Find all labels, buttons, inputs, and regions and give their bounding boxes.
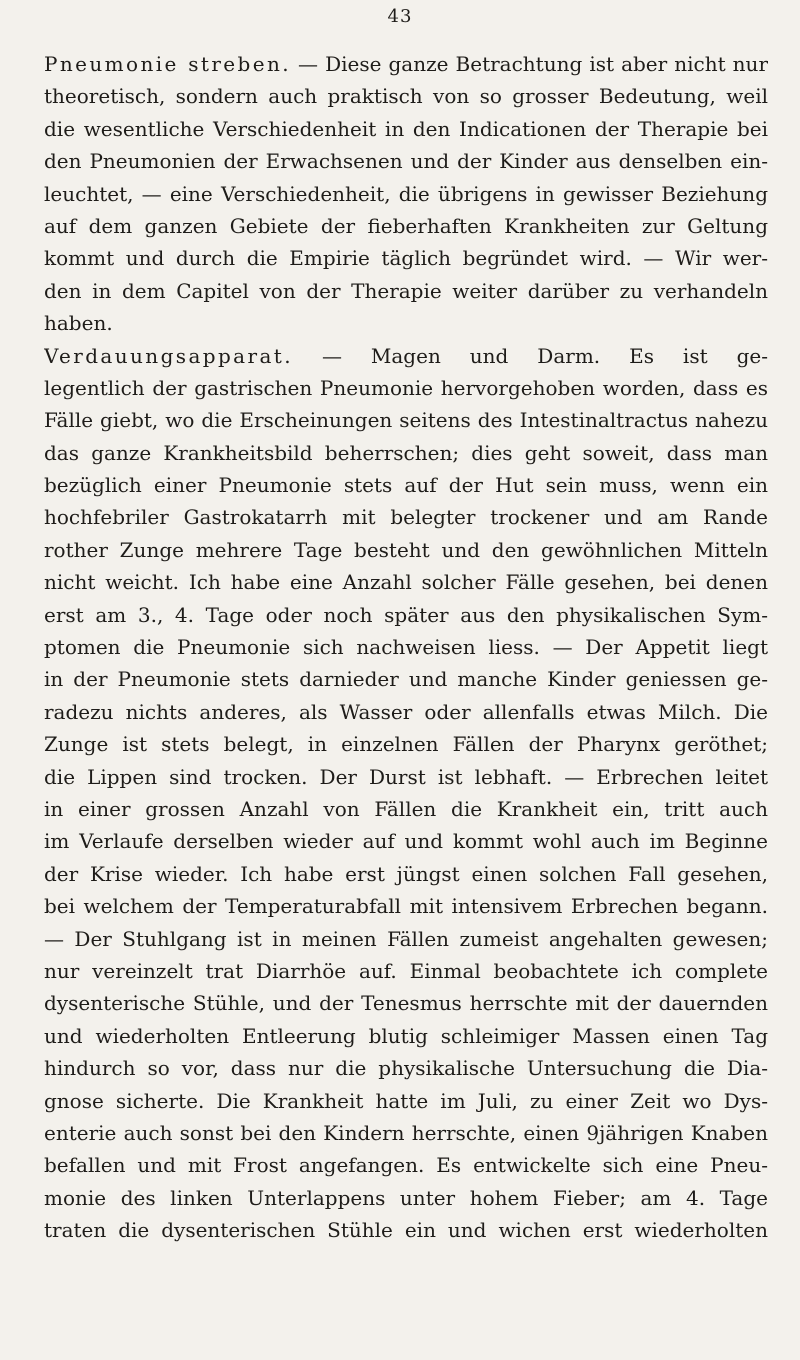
text-line — [44, 437, 768, 469]
line-text: dysenterische Stühle, und der Tenesmus herrschte mit der dauernden — [44, 991, 768, 1016]
line-text: Fälle giebt, wo die Erscheinungen seitens des Intestinaltractus nahezu — [44, 408, 768, 433]
text-line — [44, 1085, 768, 1117]
line-text: radezu nichts anderes, als Wasser oder allenfalls etwas Milch. Die — [44, 699, 768, 724]
text-line — [44, 663, 768, 695]
line-text: in der Pneumonie stets darnieder und manche Kinder geniessen ge- — [44, 667, 768, 692]
spaced-heading: Pneumonie streben. — [44, 52, 291, 76]
line-text: haben. — [44, 311, 113, 336]
line-text: — Magen und Darm. Es ist ge- — [292, 343, 768, 368]
text-line — [44, 469, 768, 501]
text-line — [44, 761, 768, 793]
line-text: den in dem Capitel von der Therapie weiter darüber zu verhandeln — [44, 278, 768, 303]
line-text: den Pneumonien der Erwachsenen und der Kinder aus denselben ein- — [44, 149, 768, 174]
line-text: nicht weicht. Ich habe eine Anzahl solcher Fälle gesehen, bei denen — [44, 570, 768, 595]
text-line — [44, 793, 768, 825]
text-line — [44, 404, 768, 436]
text-line — [44, 825, 768, 857]
line-text: enterie auch sonst bei den Kindern herrschte, einen 9jährigen Knaben — [44, 1120, 768, 1145]
text-line — [44, 1020, 768, 1052]
line-text: befallen und mit Frost angefangen. Es entwickelte sich eine Pneu- — [44, 1153, 768, 1178]
text-line — [44, 210, 768, 242]
text-line — [44, 1149, 768, 1181]
line-text: bezüglich einer Pneumonie stets auf der Hut sein muss, wenn ein — [44, 473, 768, 498]
line-text: — Der Stuhlgang ist in meinen Fällen zumeist angehalten gewesen; — [44, 926, 768, 951]
text-line — [44, 1214, 768, 1246]
text-line — [44, 501, 768, 533]
text-line — [44, 275, 768, 307]
text-line — [44, 955, 768, 987]
text-line — [44, 631, 768, 663]
text-line — [44, 178, 768, 210]
text-line — [44, 599, 768, 631]
text-line — [44, 890, 768, 922]
line-text: hindurch so vor, dass nur die physikalische Untersuchung die Dia- — [44, 1056, 768, 1081]
line-text: nur vereinzelt trat Diarrhöe auf. Einmal beobachtete ich complete — [44, 958, 768, 983]
line-text: Zunge ist stets belegt, in einzelnen Fällen der Pharynx geröthet; — [44, 732, 768, 757]
text-line — [44, 242, 768, 274]
line-text: der Krise wieder. Ich habe erst jüngst einen solchen Fall gesehen, — [44, 861, 768, 886]
text-line — [44, 1117, 768, 1149]
line-text: das ganze Krankheitsbild beherrschen; dies geht soweit, dass man — [44, 440, 768, 465]
text-line — [44, 566, 768, 598]
text-line — [44, 696, 768, 728]
text-line — [44, 728, 768, 760]
line-text: bei welchem der Temperaturabfall mit intensivem Erbrechen begann. — [44, 894, 768, 919]
line-text: auf dem ganzen Gebiete der fieberhaften Krankheiten zur Geltung — [44, 213, 768, 238]
line-text: erst am 3., 4. Tage oder noch später aus den physikalischen Sym- — [44, 602, 768, 627]
page-number: 43 — [387, 6, 413, 27]
text-line — [44, 340, 768, 372]
line-text: die wesentliche Verschiedenheit in den Indicationen der Therapie bei — [44, 116, 768, 141]
text-line — [44, 113, 768, 145]
line-text: in einer grossen Anzahl von Fällen die Krankheit ein, tritt auch — [44, 796, 768, 821]
text-line — [44, 80, 768, 112]
line-text: leuchtet, — eine Verschiedenheit, die übrigens in gewisser Beziehung — [44, 181, 768, 206]
spaced-heading: Verdauungsapparat. — [44, 343, 293, 368]
line-text: ptomen die Pneumonie sich nachweisen liess. — Der Appetit liegt — [44, 635, 768, 660]
text-line — [44, 307, 768, 339]
line-text: rother Zunge mehrere Tage besteht und den gewöhnlichen Mitteln — [44, 537, 768, 562]
line-text: hochfebriler Gastrokatarrh mit belegter trockener und am Rande — [44, 505, 768, 530]
line-text: kommt und durch die Empirie täglich begründet wird. — Wir wer- — [44, 246, 768, 271]
line-text: — Diese ganze Betrachtung ist aber nicht nur — [291, 52, 768, 76]
line-text: traten die dysenterischen Stühle ein und wichen erst wiederholten — [44, 1218, 768, 1243]
line-text: und wiederholten Entleerung blutig schleimiger Massen einen Tag — [44, 1023, 768, 1048]
line-text: die Lippen sind trocken. Der Durst ist lebhaft. — Erbrechen leitet — [44, 764, 768, 789]
text-line — [44, 48, 768, 80]
text-line — [44, 1052, 768, 1084]
text-line — [44, 987, 768, 1019]
line-text: legentlich der gastrischen Pneumonie hervorgehoben worden, dass es — [44, 375, 768, 400]
line-text: theoretisch, sondern auch praktisch von so grosser Bedeutung, weil — [44, 84, 768, 109]
line-text: im Verlaufe derselben wieder auf und kommt wohl auch im Beginne — [44, 829, 768, 854]
text-line — [44, 858, 768, 890]
line-text: gnose sicherte. Die Krankheit hatte im Juli, zu einer Zeit wo Dys- — [44, 1088, 768, 1113]
text-line — [44, 145, 768, 177]
text-line — [44, 534, 768, 566]
line-text: monie des linken Unterlappens unter hohem Fieber; am 4. Tage — [44, 1185, 768, 1210]
text-line — [44, 923, 768, 955]
body-text — [44, 48, 768, 1246]
text-line — [44, 1182, 768, 1214]
text-line — [44, 372, 768, 404]
